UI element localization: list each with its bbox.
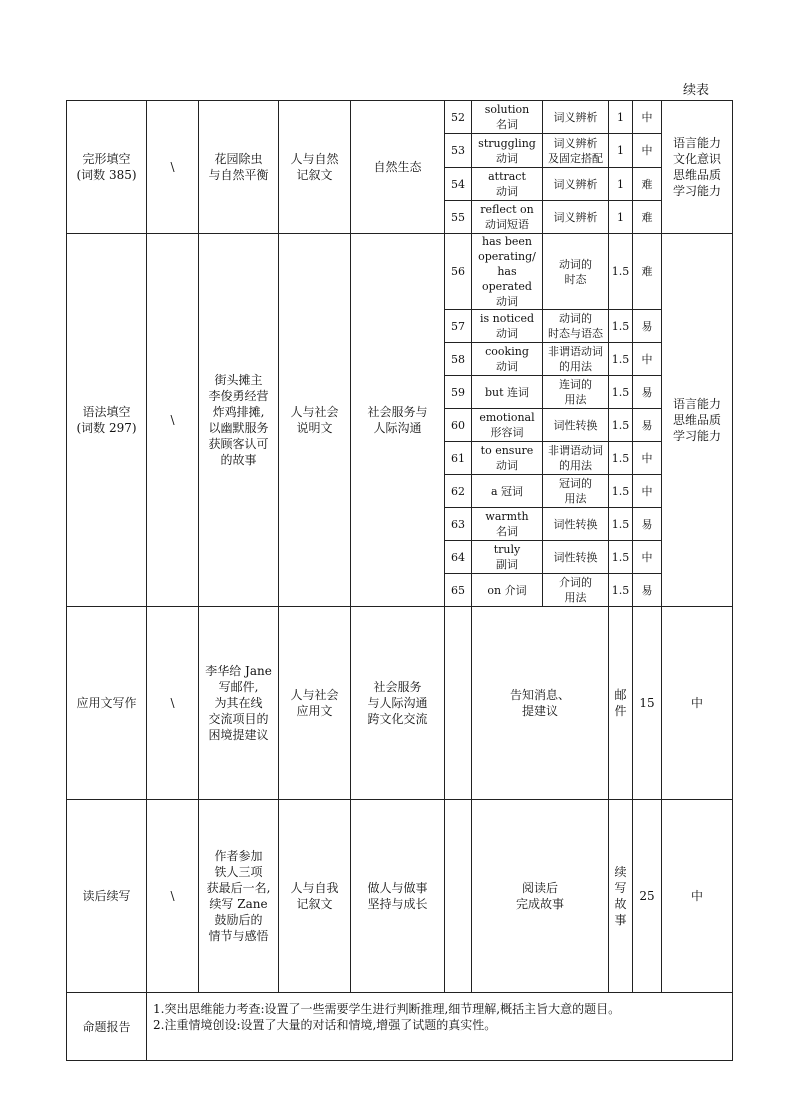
exam-analysis-table	[66, 100, 733, 1061]
score-cell: 15	[633, 607, 662, 800]
question-type-cell: 应用文写作	[67, 607, 147, 800]
difficulty-cell: 中	[633, 101, 662, 134]
item-number-cell: 53	[445, 134, 472, 168]
difficulty-cell: 难	[633, 168, 662, 201]
context-cell: 社会服务与 人际沟通	[351, 234, 445, 607]
question-type-cell: 读后续写	[67, 800, 147, 993]
answer-cell: 阅读后 完成故事	[472, 800, 609, 993]
difficulty-cell: 易	[633, 574, 662, 607]
difficulty-cell: 中	[633, 475, 662, 508]
answer-cell: a 冠词	[472, 475, 543, 508]
source-cell: \	[147, 234, 199, 607]
knowledge-point-cell: 词义辨析	[543, 201, 609, 234]
item-number-cell: 63	[445, 508, 472, 541]
difficulty-cell: 中	[633, 343, 662, 376]
item-number-cell: 61	[445, 442, 472, 475]
item-number-cell: 62	[445, 475, 472, 508]
knowledge-point-cell: 非谓语动词 的用法	[543, 343, 609, 376]
knowledge-point-cell: 续写故事	[609, 800, 633, 993]
item-number-cell: 52	[445, 101, 472, 134]
knowledge-point-cell: 非谓语动词 的用法	[543, 442, 609, 475]
difficulty-cell: 易	[633, 376, 662, 409]
item-number-cell: 59	[445, 376, 472, 409]
knowledge-point-cell: 词性转换	[543, 409, 609, 442]
source-cell: \	[147, 101, 199, 234]
score-cell: 1	[609, 101, 633, 134]
answer-cell: has been operating/ has operated 动词	[472, 234, 543, 310]
score-cell: 25	[633, 800, 662, 993]
answer-cell: cooking 动词	[472, 343, 543, 376]
knowledge-point-cell: 词义辨析 及固定搭配	[543, 134, 609, 168]
difficulty-cell: 中	[633, 541, 662, 574]
answer-cell: is noticed 动词	[472, 310, 543, 343]
core-abilities-cell: 语言能力 文化意识 思维品质 学习能力	[662, 101, 733, 234]
knowledge-point-cell: 邮件	[609, 607, 633, 800]
answer-cell: reflect on 动词短语	[472, 201, 543, 234]
item-number-cell	[445, 800, 472, 993]
question-type-cell: 完形填空 (词数 385)	[67, 101, 147, 234]
score-cell: 1.5	[609, 234, 633, 310]
item-number-cell: 60	[445, 409, 472, 442]
score-cell: 1.5	[609, 343, 633, 376]
score-cell: 1.5	[609, 475, 633, 508]
knowledge-point-cell: 冠词的 用法	[543, 475, 609, 508]
difficulty-cell: 难	[633, 201, 662, 234]
table-row	[67, 234, 733, 310]
context-cell: 社会服务 与人际沟通 跨文化交流	[351, 607, 445, 800]
theme-genre-cell: 人与社会 应用文	[279, 607, 351, 800]
score-cell: 1	[609, 201, 633, 234]
difficulty-cell: 中	[633, 442, 662, 475]
knowledge-point-cell: 词性转换	[543, 541, 609, 574]
report-content-cell	[147, 993, 733, 1061]
topic-cell: 花园除虫 与自然平衡	[199, 101, 279, 234]
difficulty-cell: 中	[662, 800, 733, 993]
item-number-cell: 64	[445, 541, 472, 574]
answer-cell: attract 动词	[472, 168, 543, 201]
item-number-cell: 54	[445, 168, 472, 201]
item-number-cell: 55	[445, 201, 472, 234]
theme-genre-cell: 人与社会 说明文	[279, 234, 351, 607]
score-cell: 1.5	[609, 310, 633, 343]
item-number-cell: 65	[445, 574, 472, 607]
topic-cell: 作者参加 铁人三项 获最后一名, 续写 Zane 鼓励后的 情节与感悟	[199, 800, 279, 993]
difficulty-cell: 中	[662, 607, 733, 800]
knowledge-point-cell: 词义辨析	[543, 101, 609, 134]
item-number-cell	[445, 607, 472, 800]
report-row	[67, 993, 733, 1061]
score-cell: 1	[609, 134, 633, 168]
difficulty-cell: 难	[633, 234, 662, 310]
score-cell: 1.5	[609, 409, 633, 442]
answer-cell: emotional 形容词	[472, 409, 543, 442]
table-row	[67, 607, 733, 800]
item-number-cell: 58	[445, 343, 472, 376]
knowledge-point-cell: 介词的 用法	[543, 574, 609, 607]
answer-cell: solution 名词	[472, 101, 543, 134]
knowledge-point-cell: 词性转换	[543, 508, 609, 541]
knowledge-point-cell: 动词的 时态	[543, 234, 609, 310]
report-line: 2.注重情境创设:设置了大量的对话和情境,增强了试题的真实性。	[153, 1018, 497, 1032]
item-number-cell: 56	[445, 234, 472, 310]
theme-genre-cell: 人与自我 记叙文	[279, 800, 351, 993]
answer-cell: 告知消息、 提建议	[472, 607, 609, 800]
score-cell: 1.5	[609, 376, 633, 409]
difficulty-cell: 易	[633, 310, 662, 343]
score-cell: 1.5	[609, 508, 633, 541]
core-abilities-cell: 语言能力 思维品质 学习能力	[662, 234, 733, 607]
score-cell: 1.5	[609, 442, 633, 475]
answer-cell: truly 副词	[472, 541, 543, 574]
report-line: 1.突出思维能力考查:设置了一些需要学生进行判断推理,细节理解,概括主旨大意的题目。	[153, 1002, 621, 1016]
score-cell: 1	[609, 168, 633, 201]
answer-cell: on 介词	[472, 574, 543, 607]
table-caption: 续表	[683, 83, 710, 98]
table-row	[67, 101, 733, 134]
difficulty-cell: 易	[633, 409, 662, 442]
score-cell: 1.5	[609, 541, 633, 574]
topic-cell: 街头摊主 李俊勇经营 炸鸡排摊, 以幽默服务 获顾客认可 的故事	[199, 234, 279, 607]
theme-genre-cell: 人与自然 记叙文	[279, 101, 351, 234]
answer-cell: warmth 名词	[472, 508, 543, 541]
report-label-cell: 命题报告	[67, 993, 147, 1061]
source-cell: \	[147, 800, 199, 993]
knowledge-point-cell: 连词的 用法	[543, 376, 609, 409]
context-cell: 做人与做事 坚持与成长	[351, 800, 445, 993]
difficulty-cell: 易	[633, 508, 662, 541]
item-number-cell: 57	[445, 310, 472, 343]
answer-cell: struggling 动词	[472, 134, 543, 168]
source-cell: \	[147, 607, 199, 800]
difficulty-cell: 中	[633, 134, 662, 168]
table-row	[67, 800, 733, 993]
knowledge-point-cell: 动词的 时态与语态	[543, 310, 609, 343]
context-cell: 自然生态	[351, 101, 445, 234]
question-type-cell: 语法填空 (词数 297)	[67, 234, 147, 607]
topic-cell: 李华给 Jane 写邮件, 为其在线 交流项目的 困境提建议	[199, 607, 279, 800]
answer-cell: but 连词	[472, 376, 543, 409]
knowledge-point-cell: 词义辨析	[543, 168, 609, 201]
answer-cell: to ensure 动词	[472, 442, 543, 475]
score-cell: 1.5	[609, 574, 633, 607]
